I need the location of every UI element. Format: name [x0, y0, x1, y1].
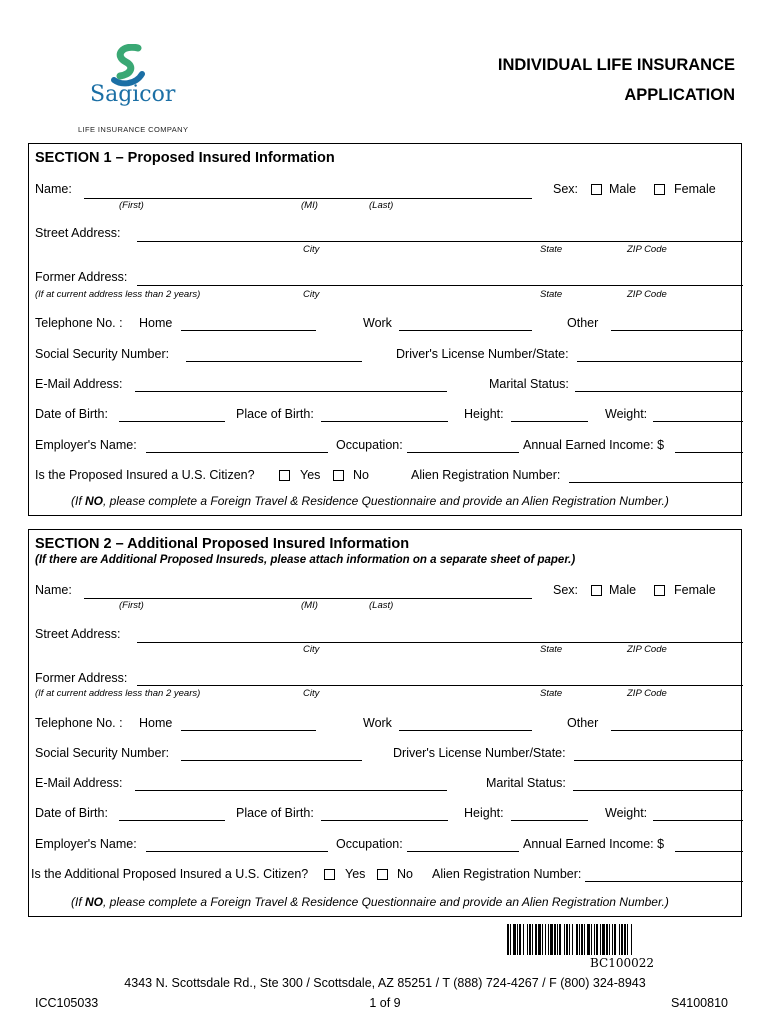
logo-wordmark: Sagicor	[90, 82, 176, 107]
ssn-label: Social Security Number:	[35, 347, 170, 361]
mi-label: (MI)	[301, 200, 318, 211]
sex-label: Sex:	[553, 182, 579, 196]
ssn-field[interactable]	[186, 361, 362, 362]
alien-registration-field[interactable]	[585, 881, 743, 882]
pob-field[interactable]	[321, 820, 448, 821]
form-title-line1: INDIVIDUAL LIFE INSURANCE	[497, 56, 735, 74]
citizen-yes-label: Yes	[345, 867, 366, 881]
other-phone-field[interactable]	[611, 730, 743, 731]
former-address-label: Former Address:	[35, 671, 128, 685]
street-address-label: Street Address:	[35, 226, 121, 240]
mi-label: (MI)	[301, 600, 318, 611]
zip-label: ZIP Code	[627, 644, 667, 655]
work-phone-field[interactable]	[399, 330, 532, 331]
employer-field[interactable]	[146, 851, 328, 852]
state-label: State	[540, 289, 563, 300]
income-field[interactable]	[675, 851, 743, 852]
citizen-no-label: No	[353, 468, 369, 482]
citizen-footnote: (If NO, please complete a Foreign Travel & Residence Questionnaire and provide an Alien Registration Number.)	[71, 895, 669, 909]
former-address-label: Former Address:	[35, 270, 128, 284]
height-label: Height:	[464, 806, 504, 820]
weight-field[interactable]	[653, 820, 743, 821]
home-phone-field[interactable]	[181, 330, 316, 331]
occupation-field[interactable]	[407, 452, 519, 453]
former-address-field[interactable]	[137, 285, 743, 286]
weight-label: Weight:	[605, 407, 648, 421]
form-title-line2: APPLICATION	[624, 86, 735, 104]
zip-label: ZIP Code	[627, 688, 667, 699]
weight-field[interactable]	[653, 421, 743, 422]
city-label: City	[303, 244, 320, 255]
home-phone-field[interactable]	[181, 730, 316, 731]
name-label: Name:	[35, 182, 72, 196]
pob-label: Place of Birth:	[236, 806, 314, 820]
other-phone-field[interactable]	[611, 330, 743, 331]
city-label: City	[303, 289, 320, 300]
dob-field[interactable]	[119, 820, 225, 821]
pob-label: Place of Birth:	[236, 407, 314, 421]
height-field[interactable]	[511, 421, 588, 422]
first-label: (First)	[119, 200, 144, 211]
height-label: Height:	[464, 407, 504, 421]
telephone-label: Telephone No. :	[35, 316, 123, 330]
first-label: (First)	[119, 600, 144, 611]
drivers-license-field[interactable]	[577, 361, 743, 362]
city-label: City	[303, 688, 320, 699]
section-1	[28, 143, 742, 516]
sex-label: Sex:	[553, 583, 579, 597]
section-2-subtitle: (If there are Additional Proposed Insureds, please attach information on a separate sheet of paper.)	[35, 554, 576, 566]
section-2-title: SECTION 2 – Additional Proposed Insured Information	[35, 536, 410, 552]
income-label: Annual Earned Income: $	[523, 837, 665, 851]
citizen-yes-checkbox[interactable]	[279, 470, 290, 481]
state-label: State	[540, 644, 563, 655]
alien-registration-field[interactable]	[569, 482, 743, 483]
name-field[interactable]	[84, 198, 532, 199]
marital-status-label: Marital Status:	[489, 377, 569, 391]
citizen-yes-label: Yes	[300, 468, 321, 482]
home-phone-label: Home	[139, 716, 173, 730]
employer-field[interactable]	[146, 452, 328, 453]
occupation-label: Occupation:	[336, 438, 403, 452]
work-phone-field[interactable]	[399, 730, 532, 731]
female-checkbox[interactable]	[654, 184, 665, 195]
occupation-label: Occupation:	[336, 837, 403, 851]
logo-subtitle: LIFE INSURANCE COMPANY	[78, 125, 189, 134]
marital-status-field[interactable]	[573, 790, 743, 791]
male-checkbox[interactable]	[591, 184, 602, 195]
alien-registration-label: Alien Registration Number:	[411, 468, 561, 482]
state-label: State	[540, 244, 563, 255]
page-number: 1 of 9	[369, 996, 401, 1010]
dob-field[interactable]	[119, 421, 225, 422]
email-field[interactable]	[135, 391, 447, 392]
alien-registration-label: Alien Registration Number:	[432, 867, 582, 881]
male-checkbox[interactable]	[591, 585, 602, 596]
male-label: Male	[609, 583, 637, 597]
ssn-field[interactable]	[181, 760, 362, 761]
former-address-note: (If at current address less than 2 years)	[35, 289, 201, 300]
drivers-license-label: Driver's License Number/State:	[393, 746, 566, 760]
employer-label: Employer's Name:	[35, 438, 137, 452]
section-2	[28, 529, 742, 917]
state-label: State	[540, 688, 563, 699]
male-label: Male	[609, 182, 637, 196]
home-phone-label: Home	[139, 316, 173, 330]
street-address-field[interactable]	[137, 241, 743, 242]
city-label: City	[303, 644, 320, 655]
email-label: E-Mail Address:	[35, 776, 123, 790]
other-phone-label: Other	[567, 316, 599, 330]
work-phone-label: Work	[363, 316, 392, 330]
name-field[interactable]	[84, 598, 532, 599]
citizen-yes-checkbox[interactable]	[324, 869, 335, 880]
barcode-number: BC100022	[590, 956, 655, 970]
company-address: 4343 N. Scottsdale Rd., Ste 300 / Scottsdale, AZ 85251 / T (888) 724-4267 / F (800) 324-8943	[124, 976, 646, 990]
female-label: Female	[674, 583, 716, 597]
citizen-no-label: No	[397, 867, 413, 881]
ssn-label: Social Security Number:	[35, 746, 170, 760]
drivers-license-field[interactable]	[574, 760, 743, 761]
last-label: (Last)	[369, 200, 394, 211]
former-address-note: (If at current address less than 2 years)	[35, 688, 201, 699]
email-label: E-Mail Address:	[35, 377, 123, 391]
occupation-field[interactable]	[407, 851, 519, 852]
dob-label: Date of Birth:	[35, 407, 108, 421]
employer-label: Employer's Name:	[35, 837, 137, 851]
telephone-label: Telephone No. :	[35, 716, 123, 730]
other-phone-label: Other	[567, 716, 599, 730]
drivers-license-label: Driver's License Number/State:	[396, 347, 569, 361]
height-field[interactable]	[511, 820, 588, 821]
document-id: S4100810	[670, 996, 728, 1010]
citizen-no-checkbox[interactable]	[377, 869, 388, 880]
income-field[interactable]	[675, 452, 743, 453]
weight-label: Weight:	[605, 806, 648, 820]
zip-label: ZIP Code	[627, 244, 667, 255]
barcode-image	[507, 924, 734, 955]
email-field[interactable]	[135, 790, 447, 791]
name-label: Name:	[35, 583, 72, 597]
citizen-question: Is the Additional Proposed Insured a U.S. Citizen?	[31, 867, 309, 881]
citizen-question: Is the Proposed Insured a U.S. Citizen?	[35, 468, 255, 482]
female-checkbox[interactable]	[654, 585, 665, 596]
section-1-title: SECTION 1 – Proposed Insured Information	[35, 150, 335, 166]
dob-label: Date of Birth:	[35, 806, 108, 820]
street-address-label: Street Address:	[35, 627, 121, 641]
street-address-field[interactable]	[137, 642, 743, 643]
income-label: Annual Earned Income: $	[523, 438, 665, 452]
female-label: Female	[674, 182, 716, 196]
last-label: (Last)	[369, 600, 394, 611]
former-address-field[interactable]	[137, 685, 743, 686]
zip-label: ZIP Code	[627, 289, 667, 300]
work-phone-label: Work	[363, 716, 392, 730]
citizen-footnote: (If NO, please complete a Foreign Travel & Residence Questionnaire and provide an Alien Registration Number.)	[71, 494, 669, 508]
pob-field[interactable]	[321, 421, 448, 422]
marital-status-label: Marital Status:	[486, 776, 566, 790]
marital-status-field[interactable]	[575, 391, 743, 392]
form-number: ICC105033	[35, 996, 99, 1010]
citizen-no-checkbox[interactable]	[333, 470, 344, 481]
